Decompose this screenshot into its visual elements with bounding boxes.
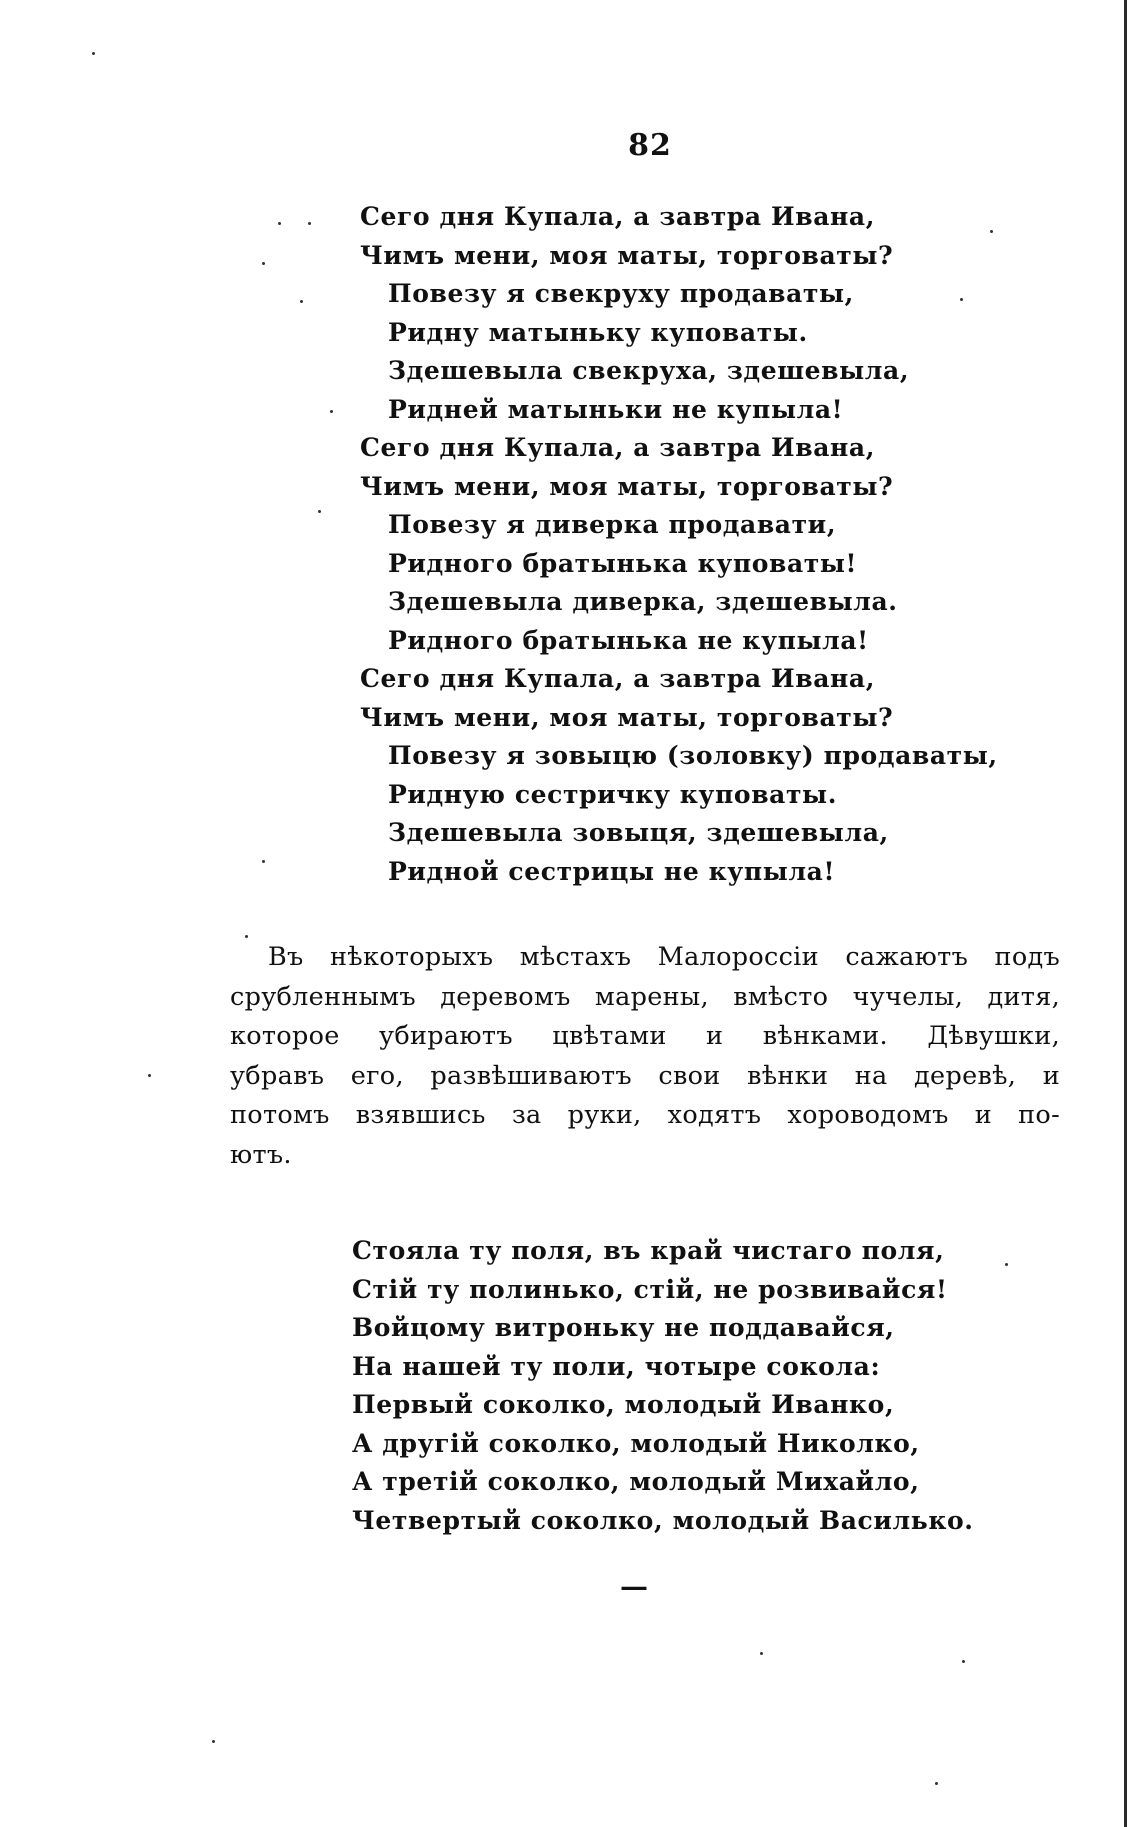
prose-paragraph <box>230 938 1060 1176</box>
scan-speck <box>990 230 993 233</box>
verse-line: Сего дня Купала, а завтра Ивана, <box>360 202 876 231</box>
scan-speck <box>960 298 963 301</box>
scan-speck <box>278 222 281 225</box>
verse-line: Стій ту полинько, стій, не розвивайся! <box>352 1274 948 1304</box>
scan-speck <box>262 262 265 265</box>
verse-block-kupala <box>360 198 1000 891</box>
verse-block-sokoly <box>352 1232 992 1540</box>
verse-line: Чимъ мени, моя маты, торговаты? <box>360 471 894 501</box>
verse-line: На нашей ту поли, чотыре сокола: <box>352 1351 881 1381</box>
scan-speck <box>212 1740 215 1743</box>
verse-line: Повезу я зовыцю (золовку) продаваты, <box>388 741 998 770</box>
page-edge-line <box>1124 0 1127 1827</box>
scan-speck <box>92 52 95 55</box>
prose-line: срубленнымъ деревомъ марены, вмѣсто чучелы, дитя, <box>230 981 1060 1012</box>
verse-line: Повезу я диверка продавати, <box>388 510 837 539</box>
scan-speck <box>1005 1263 1008 1266</box>
verse-line: Сего дня Купала, а завтра Ивана, <box>360 664 876 693</box>
verse-line: А третій соколко, молодый Михайло, <box>352 1467 920 1496</box>
page-number: 82 <box>628 128 672 163</box>
verse-line: Ридного братынька не купыла! <box>388 625 869 655</box>
verse-line: Повезу я свекруху продаваты, <box>388 279 854 308</box>
prose-line: которое убираютъ цвѣтами и вѣнками. Дѣвушки, <box>230 1021 1060 1052</box>
verse-line: Ридну матыньку куповаты. <box>388 317 808 347</box>
scan-speck <box>330 410 333 413</box>
verse-line: Четвертый соколко, молодый Василько. <box>352 1505 974 1535</box>
verse-line: Чимъ мени, моя маты, торговаты? <box>360 240 894 270</box>
verse-line: А другій соколко, молодый Николко, <box>352 1428 920 1458</box>
scan-speck <box>262 860 265 863</box>
verse-line: Здешевыла зовыця, здешевыла, <box>388 818 889 847</box>
prose-line: Въ нѣкоторыхъ мѣстахъ Малороссіи сажаютъ подъ <box>268 942 1060 972</box>
scan-speck <box>760 1652 763 1655</box>
end-dash: — <box>620 1570 648 1603</box>
prose-line: убравъ его, развѣшиваютъ свои вѣнки на деревѣ, и <box>230 1060 1060 1091</box>
verse-line: Здешевыла диверка, здешевыла. <box>388 587 898 616</box>
verse-line: Ридного братынька куповаты! <box>388 548 858 578</box>
scan-speck <box>300 300 303 303</box>
verse-line: Войцому витроньку не поддавайся, <box>352 1313 895 1342</box>
scan-speck <box>308 222 311 225</box>
scan-speck <box>148 1074 151 1077</box>
prose-line: ютъ. <box>230 1139 292 1170</box>
verse-line: Сего дня Купала, а завтра Ивана, <box>360 433 876 462</box>
verse-line: Здешевыла свекруха, здешевыла, <box>388 356 910 385</box>
prose-line: потомъ взявшись за руки, ходятъ хороводомъ и по- <box>230 1100 1060 1131</box>
verse-line: Первый соколко, молодый Иванко, <box>352 1390 895 1419</box>
verse-line: Ридной сестрицы не купыла! <box>388 856 836 886</box>
verse-line: Ридную сестричку куповаты. <box>388 779 838 809</box>
verse-line: Стояла ту поля, въ край чистаго поля, <box>352 1236 945 1265</box>
verse-line: Чимъ мени, моя маты, торговаты? <box>360 702 894 732</box>
scan-speck <box>318 510 321 513</box>
scan-speck <box>245 935 248 938</box>
verse-line: Ридней матыньки не купыла! <box>388 394 844 424</box>
scan-speck <box>935 1782 938 1785</box>
scan-speck <box>962 1660 965 1663</box>
